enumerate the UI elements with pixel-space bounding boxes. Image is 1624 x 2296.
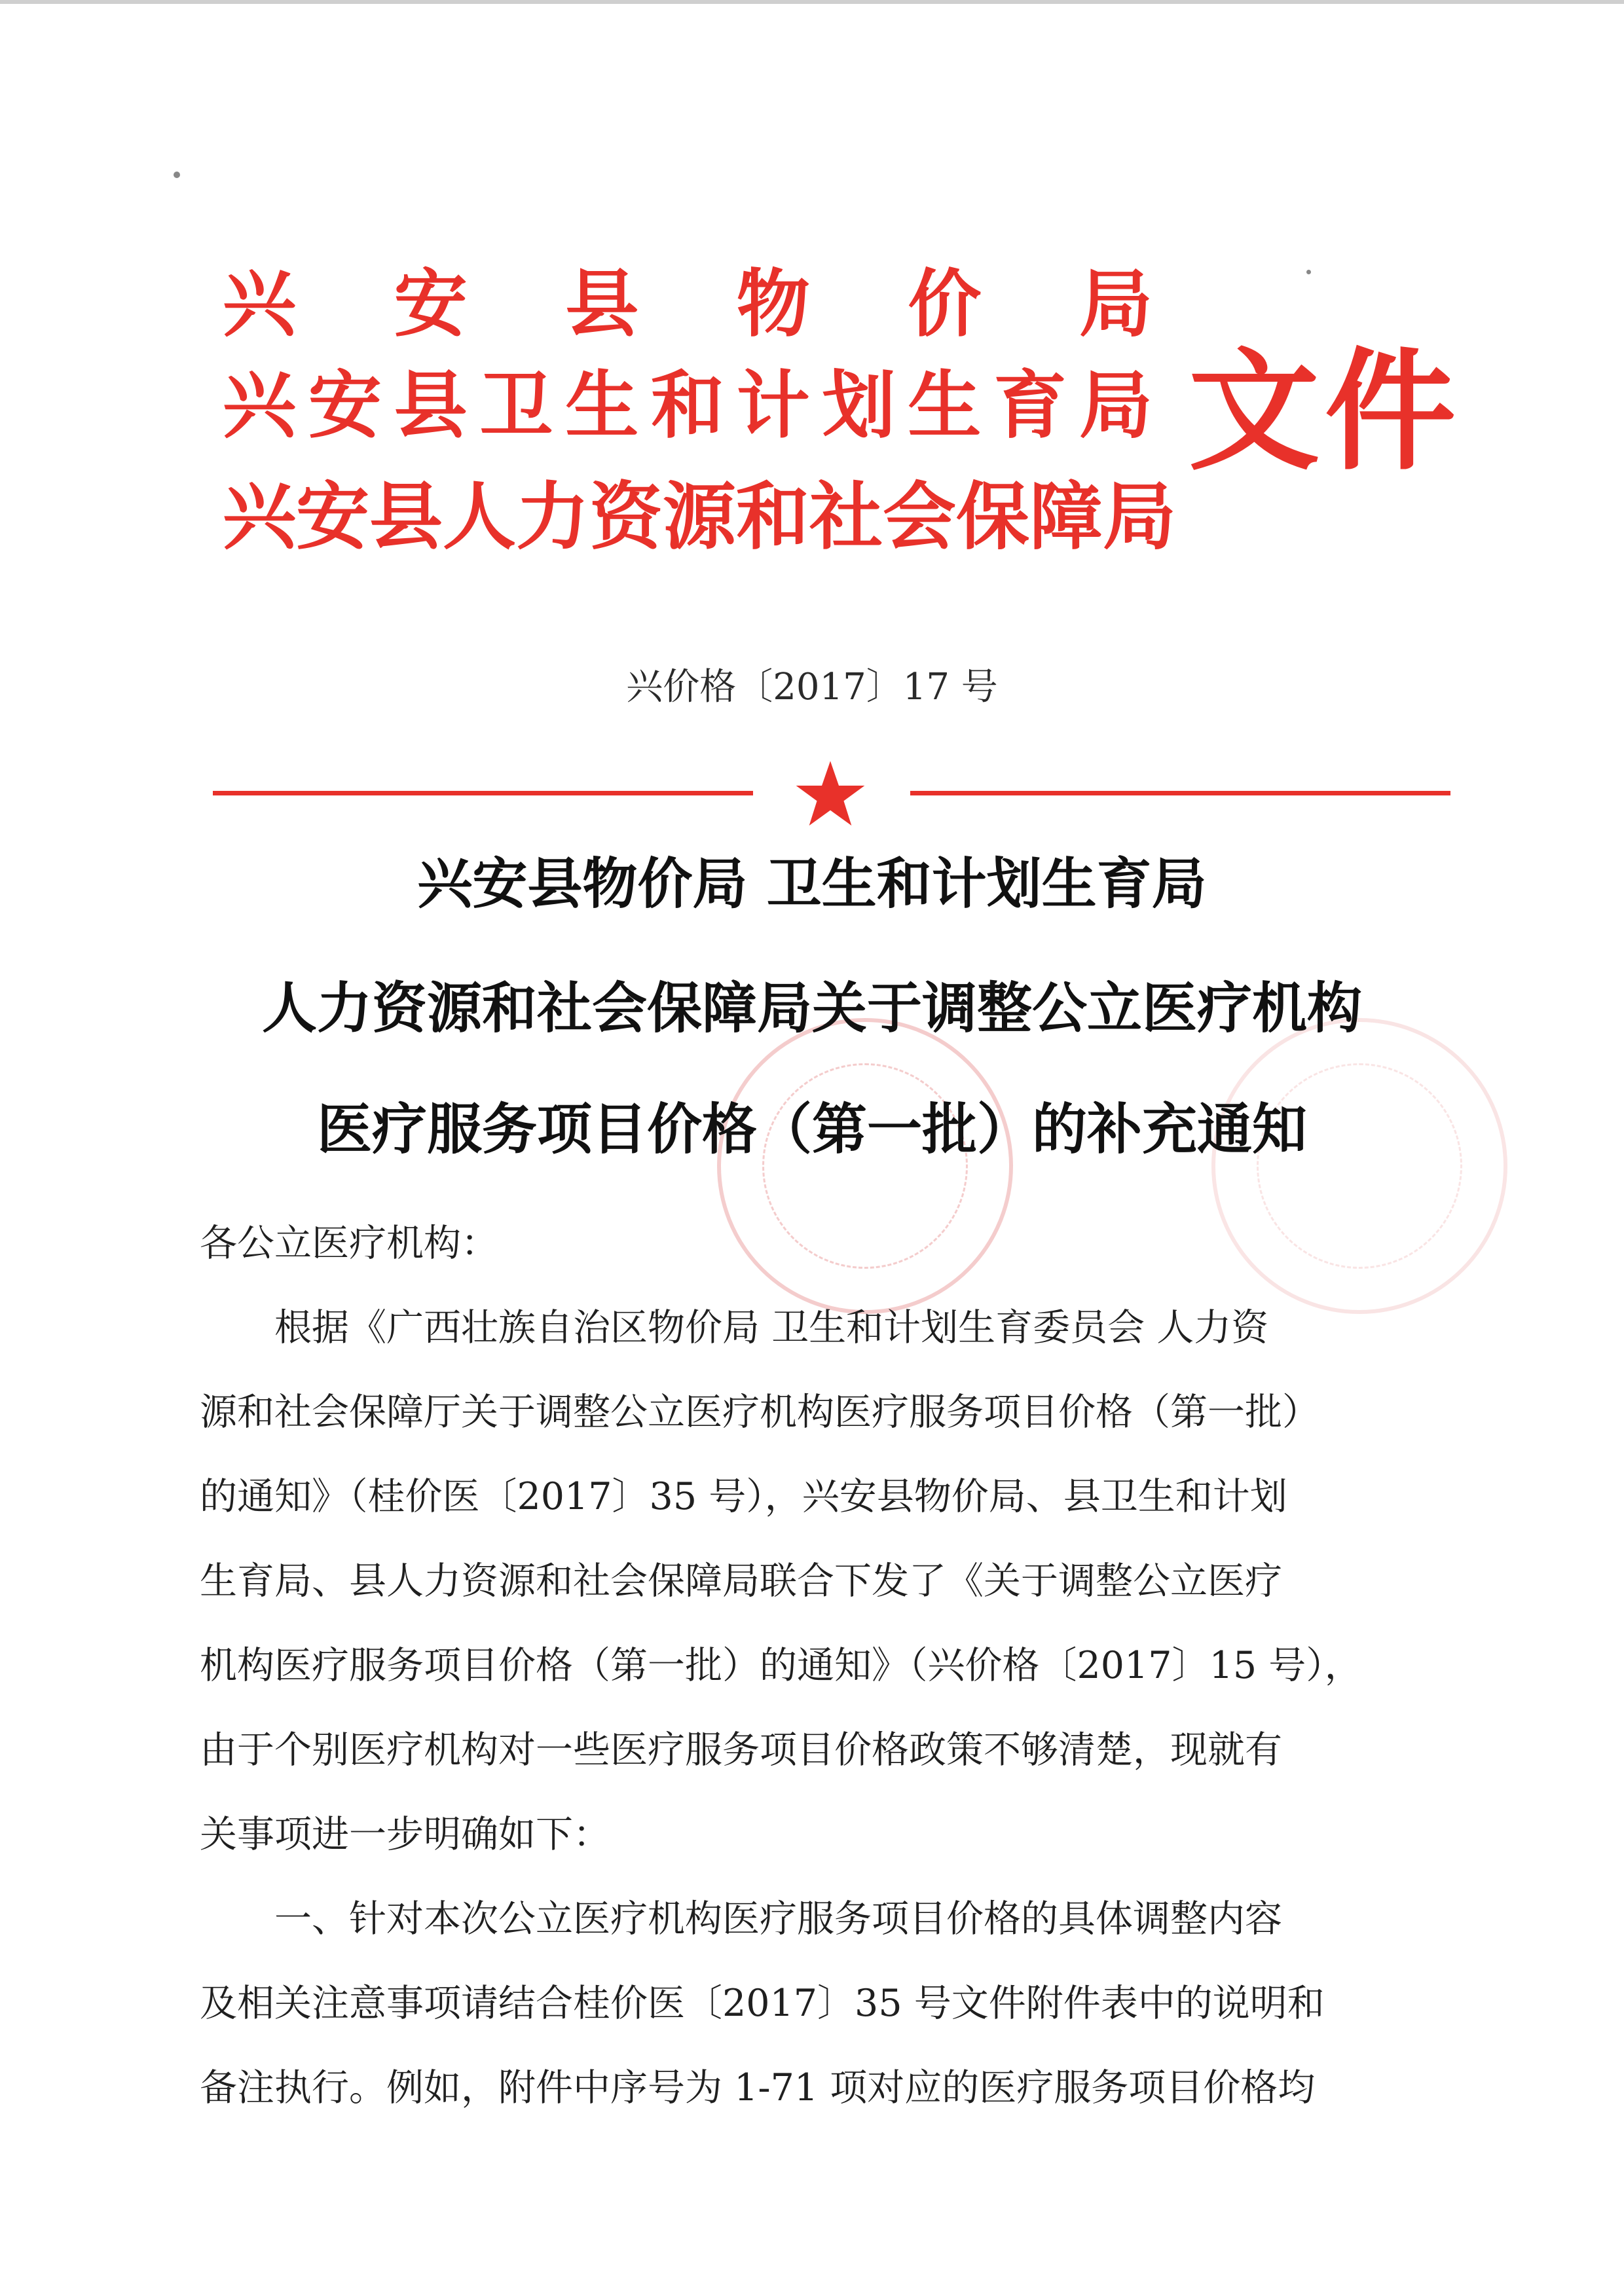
- scan-speck: [1306, 270, 1311, 274]
- issuer-character: 保: [956, 475, 1029, 560]
- issuer-character: 卫: [479, 363, 553, 448]
- issuer-character: 县: [565, 262, 639, 347]
- red-rule-right: [910, 791, 1450, 795]
- issuer-character: 局: [1079, 363, 1153, 448]
- issuer-character: 安: [394, 262, 468, 347]
- issuer-character: 资: [589, 475, 663, 560]
- paragraph-item-one: [200, 1877, 1477, 2130]
- document-number: 兴价格〔2017〕17 号: [626, 666, 998, 708]
- issuer-character: 源: [663, 475, 736, 560]
- issuer-line-health-bureau: [223, 363, 1153, 448]
- issuer-character: 兴: [223, 262, 296, 347]
- body-line: 机构医疗服务项目价格（第一批）的通知》（兴价格〔2017〕15 号），: [200, 1644, 1362, 1687]
- salutation: 各公立医疗机构：: [200, 1222, 498, 1265]
- issuer-character: 划: [822, 363, 896, 448]
- issuer-character: 和: [650, 363, 724, 448]
- issuer-character: 局: [1079, 262, 1153, 347]
- issuer-character: 局: [1103, 475, 1176, 560]
- issuer-character: 和: [736, 475, 809, 560]
- body-line: 关事项进一步明确如下：: [200, 1813, 610, 1856]
- body-line: 及相关注意事项请结合桂价医〔2017〕35 号文件附件表中的说明和: [200, 1982, 1325, 2025]
- body-line: 一、针对本次公立医疗机构医疗服务项目价格的具体调整内容: [274, 1897, 1282, 1941]
- issuer-character: 计: [736, 363, 810, 448]
- document-suffix: 文件: [1189, 336, 1462, 488]
- document-title-line-1: 兴安县物价局 卫生和计划生育局: [417, 852, 1207, 916]
- issuer-character: 兴: [223, 363, 296, 448]
- body-line: 备注执行。例如，附件中序号为 1-71 项对应的医疗服务项目价格均: [200, 2066, 1316, 2109]
- issuer-character: 兴: [223, 475, 296, 560]
- scan-edge: [0, 0, 1624, 4]
- scan-speck: [174, 172, 180, 178]
- document-title-line-3: 医疗服务项目价格（第一批）的补充通知: [316, 1097, 1307, 1161]
- issuer-character: 安: [308, 363, 382, 448]
- document-title-line-2: 人力资源和社会保障局关于调整公立医疗机构: [261, 976, 1362, 1040]
- issuer-line-price-bureau: [223, 262, 1153, 347]
- issuer-character: 价: [908, 262, 982, 347]
- issuer-character: 生: [565, 363, 639, 448]
- issuer-character: 会: [883, 475, 956, 560]
- issuer-character: 安: [296, 475, 369, 560]
- issuer-character: 物: [736, 262, 810, 347]
- issuer-character: 社: [809, 475, 883, 560]
- issuer-character: 县: [369, 475, 443, 560]
- issuer-character: 生: [908, 363, 982, 448]
- red-rule-left: [213, 791, 753, 795]
- issuer-character: 育: [993, 363, 1067, 448]
- body-line: 生育局、县人力资源和社会保障局联合下发了《关于调整公立医疗: [200, 1559, 1282, 1603]
- issuer-character: 力: [516, 475, 589, 560]
- body-line: 根据《广西壮族自治区物价局 卫生和计划生育委员会 人力资: [274, 1306, 1269, 1349]
- body-line: 由于个别医疗机构对一些医疗服务项目价格政策不够清楚，现就有: [200, 1728, 1282, 1772]
- body-line: 的通知》（桂价医〔2017〕35 号），兴安县物价局、县卫生和计划: [200, 1475, 1287, 1518]
- issuer-line-hr-bureau: [223, 475, 1176, 560]
- issuer-character: 人: [443, 475, 516, 560]
- star-icon: [794, 758, 866, 830]
- body-line: 源和社会保障厅关于调整公立医疗机构医疗服务项目价格（第一批）: [200, 1391, 1320, 1434]
- issuer-character: 县: [394, 363, 468, 448]
- issuer-character: 障: [1029, 475, 1103, 560]
- paragraph-basis: [200, 1286, 1477, 1877]
